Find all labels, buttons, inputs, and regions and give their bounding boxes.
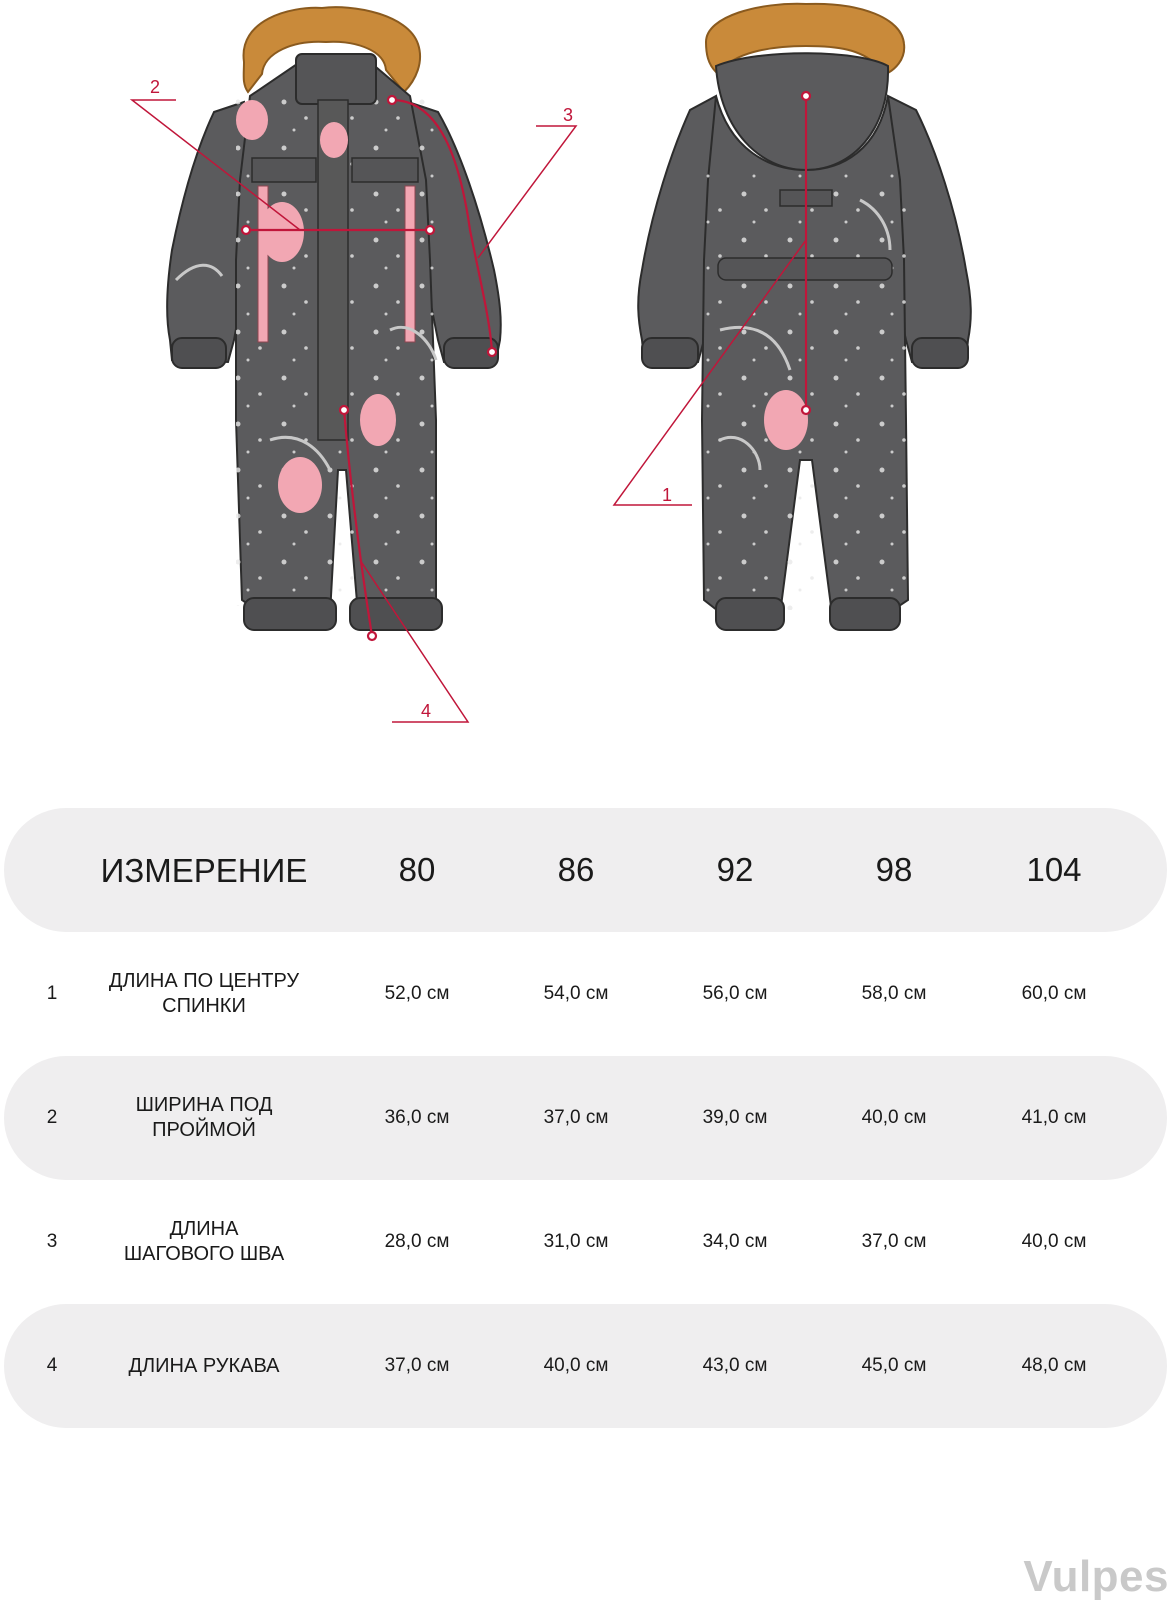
row-name-line: СПИНКИ <box>162 995 246 1017</box>
table-cell: 41,0 см <box>1021 1107 1087 1128</box>
table-cell: 40,0 см <box>1021 1231 1087 1252</box>
row-name-line: ДЛИНА <box>169 1218 239 1240</box>
animal-print-back <box>764 390 808 450</box>
left-ankle-cuff-front <box>244 598 336 630</box>
table-cell: 43,0 см <box>702 1355 768 1376</box>
table-cell: 58,0 см <box>861 983 927 1004</box>
table-row <box>4 1304 1167 1428</box>
row-name-line: ШИРИНА ПОД <box>135 1094 273 1116</box>
row-number: 3 <box>46 1231 58 1252</box>
front-view <box>167 7 501 630</box>
collar-front <box>296 54 376 104</box>
right-ankle-cuff-back <box>830 598 900 630</box>
table-cell: 56,0 см <box>702 983 768 1004</box>
zip-pocket-left <box>258 186 268 342</box>
table-cell: 40,0 см <box>861 1107 927 1128</box>
header-size: 80 <box>398 851 436 888</box>
table-cell: 37,0 см <box>861 1231 927 1252</box>
table-row <box>4 932 1167 1056</box>
animal-print-1 <box>260 202 304 262</box>
brand-logo: Vulpes <box>1023 1552 1169 1601</box>
table-cell: 37,0 см <box>384 1355 450 1376</box>
table-cell: 60,0 см <box>1021 983 1087 1004</box>
table-cell: 31,0 см <box>543 1231 609 1252</box>
leader-line-3 <box>478 126 576 258</box>
header-measurement-label: ИЗМЕРЕНИЕ <box>100 851 308 889</box>
row-number: 2 <box>46 1107 58 1128</box>
row-measurement-name <box>74 969 334 1019</box>
row-name-line: ДЛИНА ПО ЦЕНТРУ <box>108 970 300 992</box>
right-cuff-back <box>912 338 968 368</box>
pocket-flap-right <box>352 158 418 182</box>
animal-print-3 <box>320 122 348 158</box>
zip-pocket-right <box>405 186 415 342</box>
animal-print-4 <box>360 394 396 446</box>
table-cell: 37,0 см <box>543 1107 609 1128</box>
header-size: 98 <box>875 851 913 888</box>
header-size: 92 <box>716 851 754 888</box>
pocket-flap-left <box>252 158 316 182</box>
row-number: 4 <box>46 1355 58 1376</box>
table-row <box>4 1056 1167 1180</box>
table-header-row <box>4 808 1167 932</box>
size-table <box>4 808 1167 1428</box>
table-cell: 28,0 см <box>384 1231 450 1252</box>
garment-illustration <box>0 0 1171 760</box>
row-name-line: ШАГОВОГО ШВА <box>123 1243 285 1265</box>
table-cell: 34,0 см <box>702 1231 768 1252</box>
table-cell: 36,0 см <box>384 1107 450 1128</box>
row-number: 1 <box>46 983 58 1004</box>
callout-number-2: 2 <box>150 77 161 97</box>
header-size: 86 <box>557 851 595 888</box>
table-cell: 45,0 см <box>861 1355 927 1376</box>
callout-number-3: 3 <box>563 105 574 125</box>
animal-print-5 <box>278 457 322 513</box>
header-size: 104 <box>1026 851 1082 888</box>
animal-print-2 <box>236 100 268 140</box>
row-name-line: ДЛИНА РУКАВА <box>128 1354 280 1377</box>
row-measurement-name <box>74 1093 334 1143</box>
table-cell: 48,0 см <box>1021 1355 1087 1376</box>
table-cell: 39,0 см <box>702 1107 768 1128</box>
left-cuff-back <box>642 338 698 368</box>
row-measurement-name <box>74 1354 334 1379</box>
callout-number-4: 4 <box>421 701 432 721</box>
row-measurement-name <box>74 1217 334 1267</box>
table-cell: 54,0 см <box>543 983 609 1004</box>
table-row <box>4 1180 1167 1304</box>
left-cuff-front <box>172 338 226 368</box>
table-cell: 40,0 см <box>543 1355 609 1376</box>
table-cell: 52,0 см <box>384 983 450 1004</box>
callout-number-1: 1 <box>662 485 673 505</box>
row-name-line: ПРОЙМОЙ <box>152 1119 256 1141</box>
left-ankle-cuff-back <box>716 598 784 630</box>
